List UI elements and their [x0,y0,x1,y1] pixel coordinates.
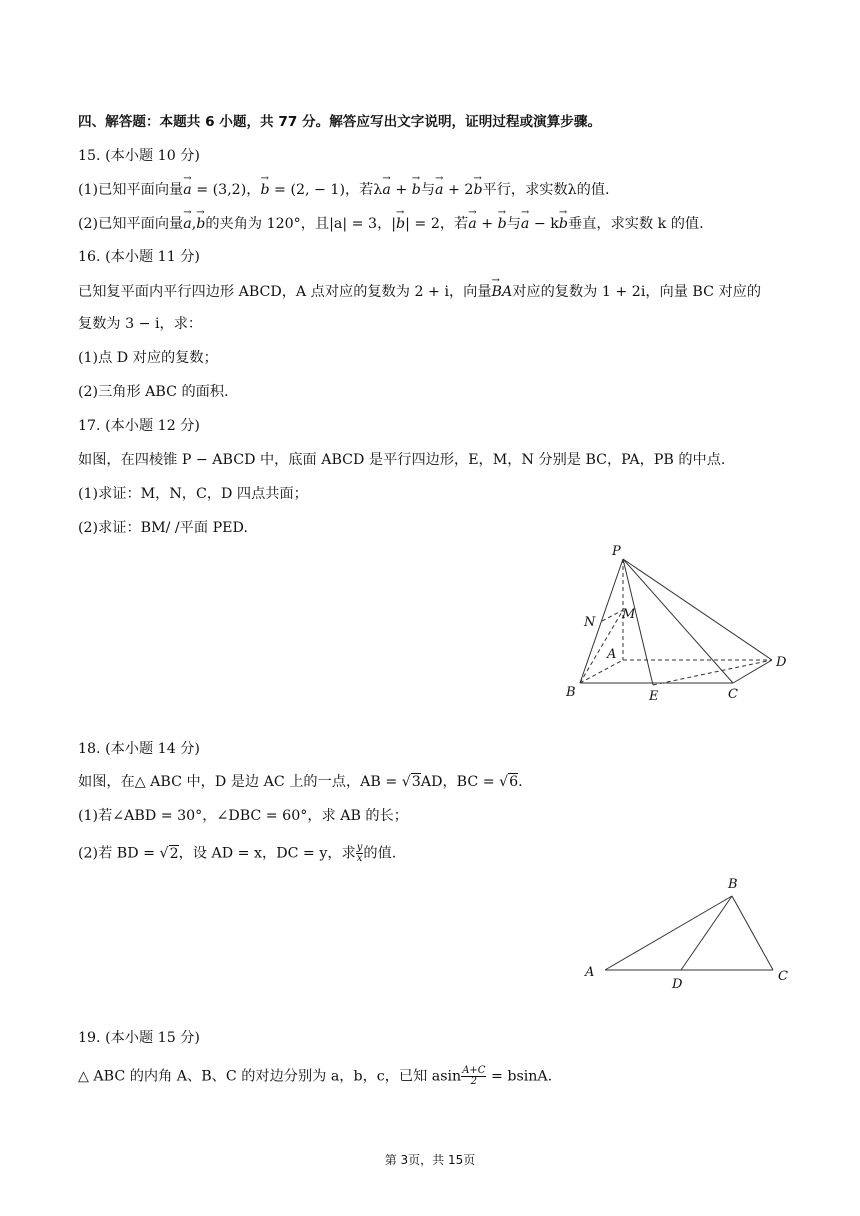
q17-header: 17. (本小题 12 分) [78,418,200,434]
label-A: A [607,647,617,662]
q19-line1: △ ABC 的内角 A、B、C 的对边分别为 a，b，c，已知 asin $\frac{A+C}{2}$ = bsinA. [78,1065,553,1087]
label-B: B [728,877,738,892]
edge-PE [623,559,653,685]
segment-ED [653,660,772,685]
q16-line2: 复数为 3 − i，求： [78,316,203,332]
label-C: C [728,687,738,702]
q18-header: 18. (本小题 14 分) [78,741,200,757]
label-D: D [776,655,787,670]
label-B: B [566,685,576,700]
label-C: C [778,969,788,984]
q17-part1: (1)求证：M，N，C，D 四点共面； [78,486,308,502]
triangle-figure [575,870,800,995]
edge-PC [623,559,733,683]
section-heading: 四、解答题：本题共 6 小题，共 77 分。解答应写出文字说明，证明过程或演算步骤。 [78,114,602,130]
q15-header: 15. (本小题 10 分) [78,148,200,164]
label-P: P [612,544,621,559]
label-E: E [649,689,659,704]
q15-part1: (1)已知平面向量→ a = (3,2)，→ b = (2, − 1)，若λ→ a + → b与→ a + 2→ b平行，求实数λ的值. [78,180,610,200]
page-footer: 第 3页，共 15页 [384,1153,476,1167]
q16-header: 16. (本小题 11 分) [78,249,200,265]
q18-part2: (2)若 BD = √2，设 AD = x，DC = y，求 $\frac{y}{x}$ 的值. [78,842,397,864]
q17-line1: 如图，在四棱锥 P − ABCD 中，底面 ABCD 是平行四边形，E，M，N 分别是 BC，PA，PB 的中点. [78,452,726,468]
q15-part2: (2)已知平面向量→ a,→ b的夹角为 120°，且|a| = 3，|→ b| = 2，若→ a + → b与→ a − k→ b垂直，求实数 k 的值. [78,214,704,234]
q18-part1: (1)若∠ABD = 30°，∠DBC = 60°，求 AB 的长； [78,808,408,824]
q16-part1: (1)点 D 对应的复数； [78,350,218,366]
edge-BC [732,896,773,970]
label-N: N [584,615,596,630]
edge-AB [605,896,732,970]
pyramid-figure [560,540,800,710]
q18-line1: 如图，在△ ABC 中，D 是边 AC 上的一点，AB = √3AD，BC = √6. [78,774,523,790]
q17-part2: (2)求证：BM/ /平面 PED. [78,520,248,536]
label-A: A [585,965,595,980]
edge-PD [623,559,772,660]
edge-CD [733,660,772,683]
q16-line1: 已知复平面内平行四边形 ABCD，A 点对应的复数为 2 + i，向量→ BA对应的复数为 1 + 2i，向量 BC 对应的 [78,282,761,302]
label-M: M [622,607,636,622]
segment-BD [681,896,732,970]
q16-part2: (2)三角形 ABC 的面积. [78,384,229,400]
label-D: D [672,977,683,992]
q19-header: 19. (本小题 15 分) [78,1030,200,1046]
